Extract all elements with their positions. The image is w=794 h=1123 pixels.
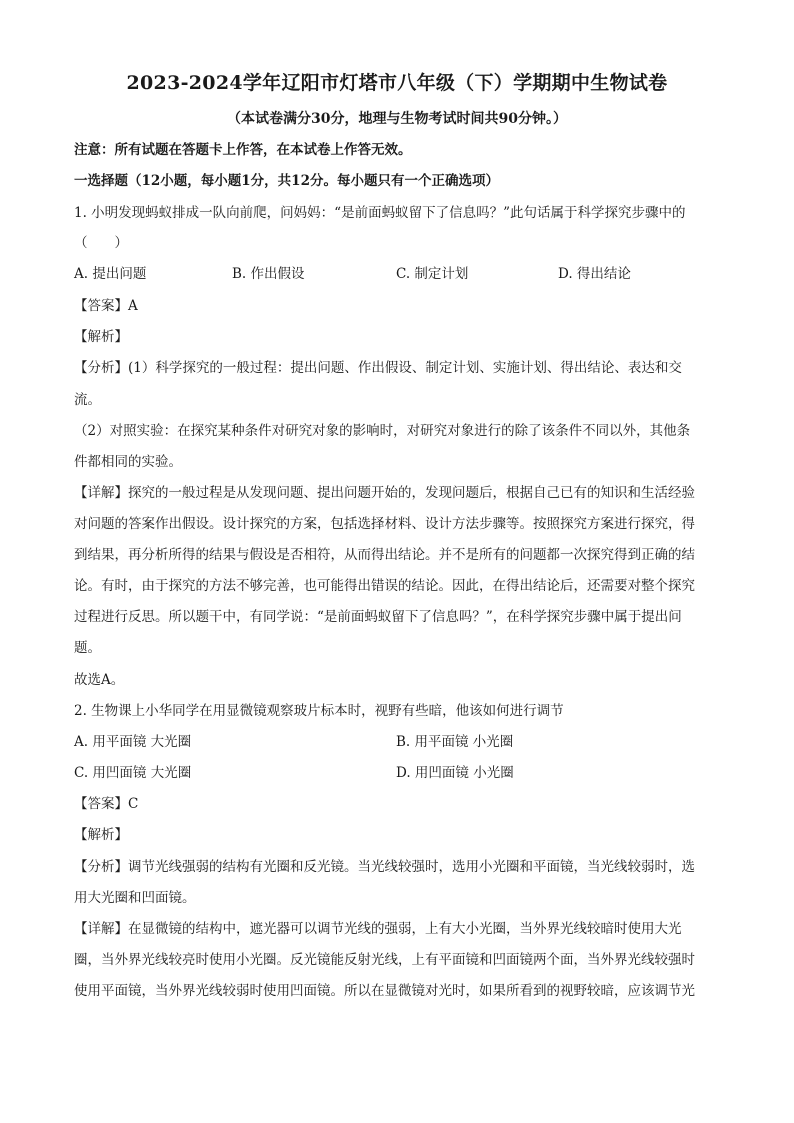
question-1-detail-line: 到结果，再分析所得的结果与假设是否相符，从而得出结论。并不是所有的问题都一次探究得到正确的结: [74, 547, 695, 563]
question-2-stem: 2. 生物课上小华同学在用显微镜观察玻片标本时，视野有些暗，他该如何进行调节: [74, 703, 564, 719]
question-2-option-a: A. 用平面镜 大光圈: [74, 734, 192, 750]
question-1-fenxi-line: 【分析】(1）科学探究的一般过程：提出问题、作出假设、制定计划、实施计划、得出结论、表达和交: [74, 360, 682, 376]
exam-subtitle: （本试卷满分30分，地理与生物考试时间共90分钟。）: [227, 111, 567, 127]
question-1-fenxi-line: 流。: [74, 392, 101, 408]
question-1-option-d: D. 得出结论: [558, 266, 631, 282]
question-1-detail-line: 题。: [74, 640, 101, 656]
exam-notice: 注意：所有试题在答题卡上作答，在本试卷上作答无效。: [74, 142, 412, 158]
question-1-answer: 【答案】A: [74, 298, 138, 314]
section-heading: 一选择题（12小题，每小题1分，共12分。每小题只有一个正确选项）: [74, 173, 499, 189]
question-1-option-b: B. 作出假设: [232, 266, 305, 282]
question-1-option-a: A. 提出问题: [74, 266, 147, 282]
question-2-answer: 【答案】C: [74, 796, 139, 812]
question-1-stem-cont: （ ）: [74, 235, 128, 251]
question-1-fenxi-line: （2）对照实验：在探究某种条件对研究对象的影响时，对研究对象进行的除了该条件不同以外，其他条: [74, 423, 691, 439]
question-1-detail-line: 论。有时，由于探究的方法不够完善，也可能得出错误的结论。因此，在得出结论后，还需要对整个探究: [74, 578, 695, 594]
question-2-analysis-label: 【解析】: [74, 827, 128, 843]
page-title: 2023-2024学年辽阳市灯塔市八年级（下）学期期中生物试卷: [126, 72, 668, 94]
question-1-conclusion: 故选A。: [74, 672, 125, 688]
question-1-option-c: C. 制定计划: [396, 266, 469, 282]
question-2-option-d: D. 用凹面镜 小光圈: [396, 765, 514, 781]
question-2-detail-line: 【详解】在显微镜的结构中，遮光器可以调节光线的强弱，上有大小光圈，当外界光线较暗时使用大光: [74, 921, 682, 937]
question-1-analysis-label: 【解析】: [74, 329, 128, 345]
question-2-option-b: B. 用平面镜 小光圈: [396, 734, 514, 750]
question-2-fenxi-line: 用大光圈和凹面镜。: [74, 890, 196, 906]
question-2-detail-line: 圈，当外界光线较亮时使用小光圈。反光镜能反射光线，上有平面镜和凹面镜两个面，当外界光线较强时: [74, 952, 695, 968]
question-2-detail-line: 使用平面镜，当外界光线较弱时使用凹面镜。所以在显微镜对光时，如果所看到的视野较暗，应该调节光: [74, 983, 695, 999]
question-1-detail-line: 对问题的答案作出假设。设计探究的方案，包括选择材料、设计方法步骤等。按照探究方案进行探究，得: [74, 516, 695, 532]
question-1-detail-line: 【详解】探究的一般过程是从发现问题、提出问题开始的，发现问题后，根据自己已有的知识和生活经验: [74, 485, 695, 501]
question-1-stem: 1. 小明发现蚂蚁排成一队向前爬，问妈妈：“是前面蚂蚁留下了信息吗？”此句话属于科学探究步骤中的: [74, 205, 686, 221]
question-1-fenxi-line: 件都相同的实验。: [74, 454, 182, 470]
question-1-detail-line: 过程进行反思。所以题干中，有同学说：“是前面蚂蚁留下了信息吗？”，在科学探究步骤中属于提出问: [74, 609, 682, 625]
question-2-fenxi-line: 【分析】调节光线强弱的结构有光圈和反光镜。当光线较强时，选用小光圈和平面镜，当光线较弱时，选: [74, 859, 695, 875]
question-2-option-c: C. 用凹面镜 大光圈: [74, 765, 192, 781]
